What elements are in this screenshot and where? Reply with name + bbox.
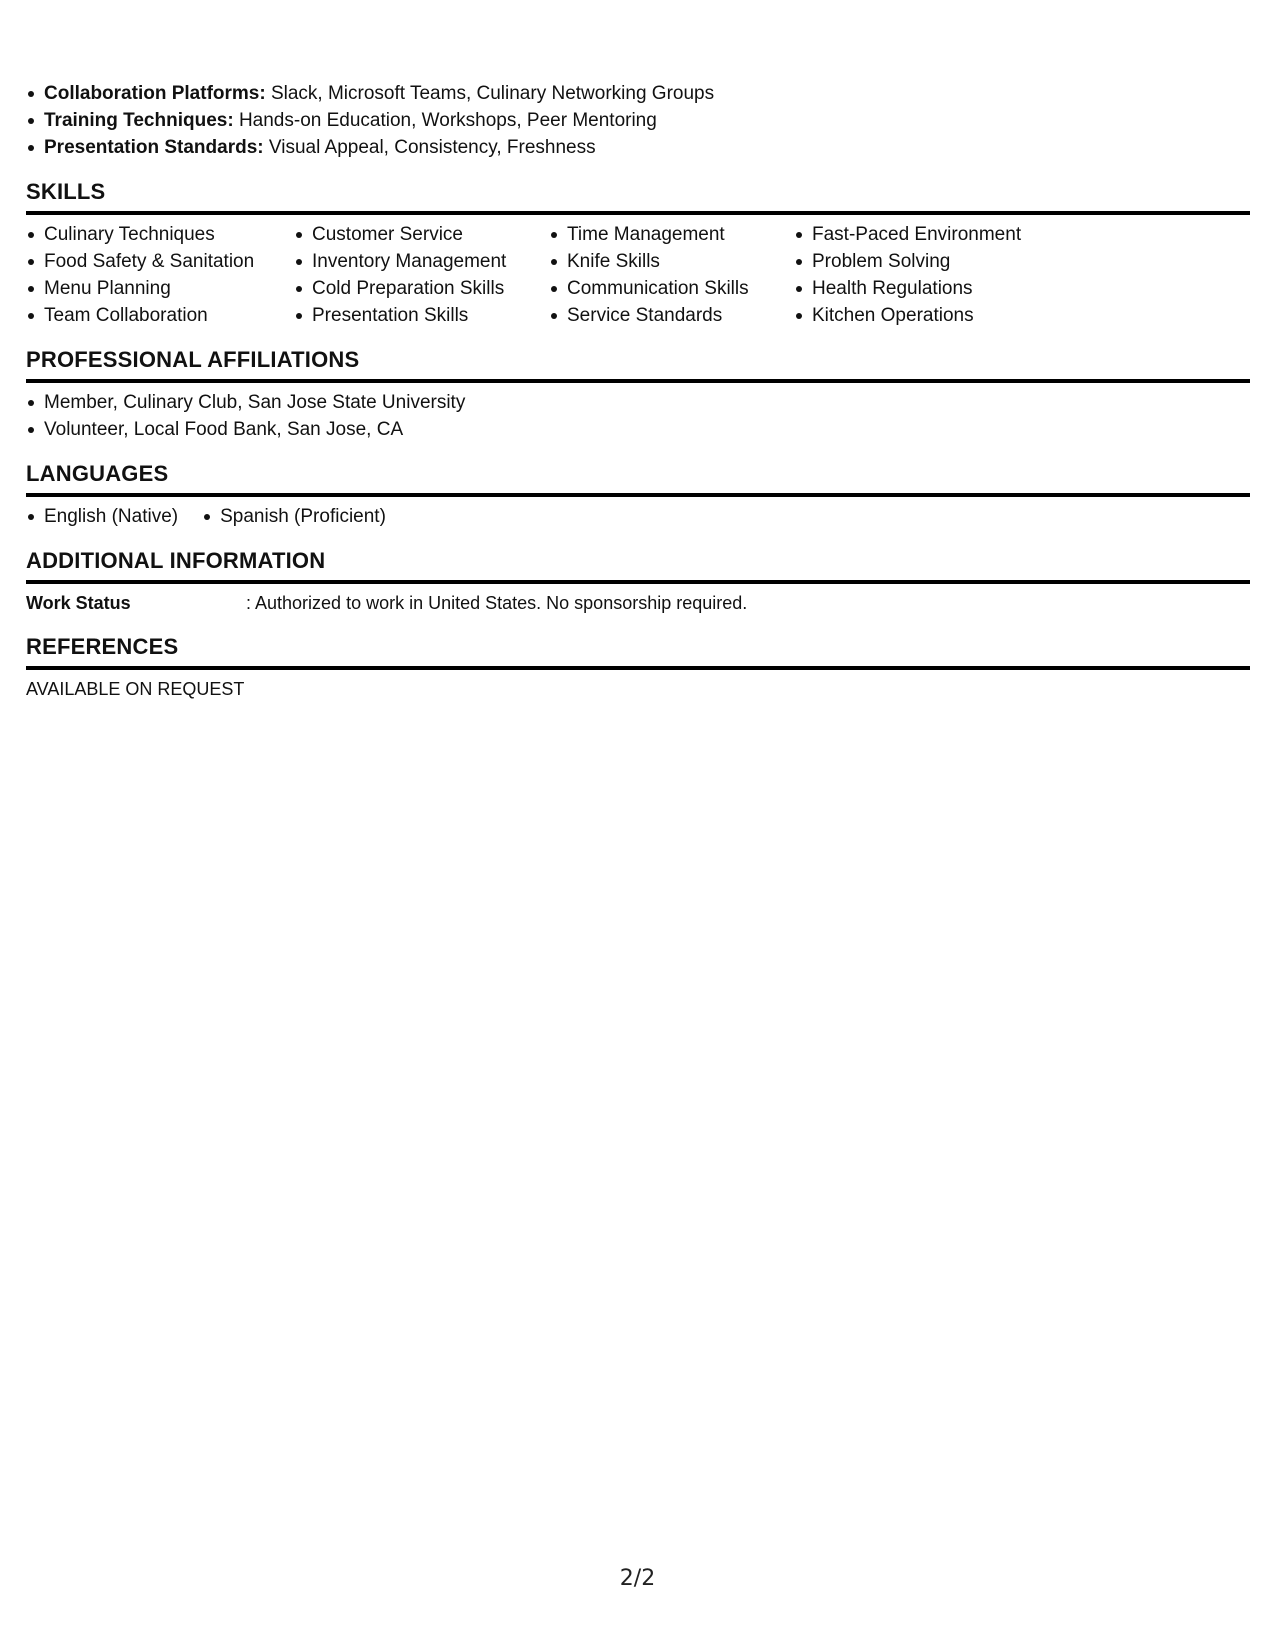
section-title: SKILLS — [26, 177, 1250, 215]
references-section — [26, 632, 1250, 702]
work-status-value: : Authorized to work in United States. No sponsorship required. — [246, 593, 748, 613]
language-item — [26, 503, 178, 530]
section-title: LANGUAGES — [26, 459, 1250, 497]
additional-info-section — [26, 546, 1250, 616]
list-item: Team Collaboration — [44, 302, 294, 329]
list-item: Health Regulations — [812, 275, 1072, 302]
list-item: Cold Preparation Skills — [312, 275, 549, 302]
item-key: Presentation Standards: — [44, 137, 264, 158]
affiliations-section — [26, 345, 1250, 443]
list-item: Menu Planning — [44, 275, 294, 302]
languages-section — [26, 459, 1250, 530]
intro-list — [26, 80, 1250, 161]
list-item: Fast-Paced Environment — [812, 221, 1072, 248]
skills-column — [549, 221, 794, 329]
list-item: Time Management — [567, 221, 794, 248]
section-title: ADDITIONAL INFORMATION — [26, 546, 1250, 584]
skills-section — [26, 177, 1250, 329]
resume-page — [26, 80, 1250, 702]
list-item — [44, 80, 1250, 107]
list-item — [44, 134, 1250, 161]
item-value: Visual Appeal, Consistency, Freshness — [263, 137, 596, 158]
list-item: Culinary Techniques — [44, 221, 294, 248]
list-item: Food Safety & Sanitation — [44, 248, 294, 275]
skills-column — [294, 221, 549, 329]
item-value: Hands-on Education, Workshops, Peer Mentoring — [233, 110, 657, 131]
list-item: English (Native) — [44, 503, 178, 530]
skills-grid — [26, 221, 1250, 329]
language-item — [202, 503, 386, 530]
list-item: Communication Skills — [567, 275, 794, 302]
list-item: Service Standards — [567, 302, 794, 329]
list-item: Spanish (Proficient) — [220, 503, 386, 530]
work-status-label: Work Status — [26, 593, 131, 613]
skills-column — [26, 221, 294, 329]
section-title: PROFESSIONAL AFFILIATIONS — [26, 345, 1250, 383]
item-value: Slack, Microsoft Teams, Culinary Networking Groups — [265, 83, 715, 104]
list-item: Problem Solving — [812, 248, 1072, 275]
list-item: Member, Culinary Club, San Jose State University — [44, 389, 1250, 416]
affiliations-list — [26, 389, 1250, 443]
list-item: Presentation Skills — [312, 302, 549, 329]
list-item: Volunteer, Local Food Bank, San Jose, CA — [44, 416, 1250, 443]
languages-list — [26, 503, 1250, 530]
list-item: Kitchen Operations — [812, 302, 1072, 329]
page-number: 2/2 — [619, 1566, 656, 1591]
list-item: Knife Skills — [567, 248, 794, 275]
list-item: Customer Service — [312, 221, 549, 248]
item-key: Collaboration Platforms: — [44, 83, 266, 104]
item-key: Training Techniques: — [44, 110, 234, 131]
list-item — [44, 107, 1250, 134]
work-status-row — [26, 590, 1250, 616]
references-text: AVAILABLE ON REQUEST — [26, 679, 245, 699]
skills-column — [794, 221, 1072, 329]
list-item: Inventory Management — [312, 248, 549, 275]
section-title: REFERENCES — [26, 632, 1250, 670]
